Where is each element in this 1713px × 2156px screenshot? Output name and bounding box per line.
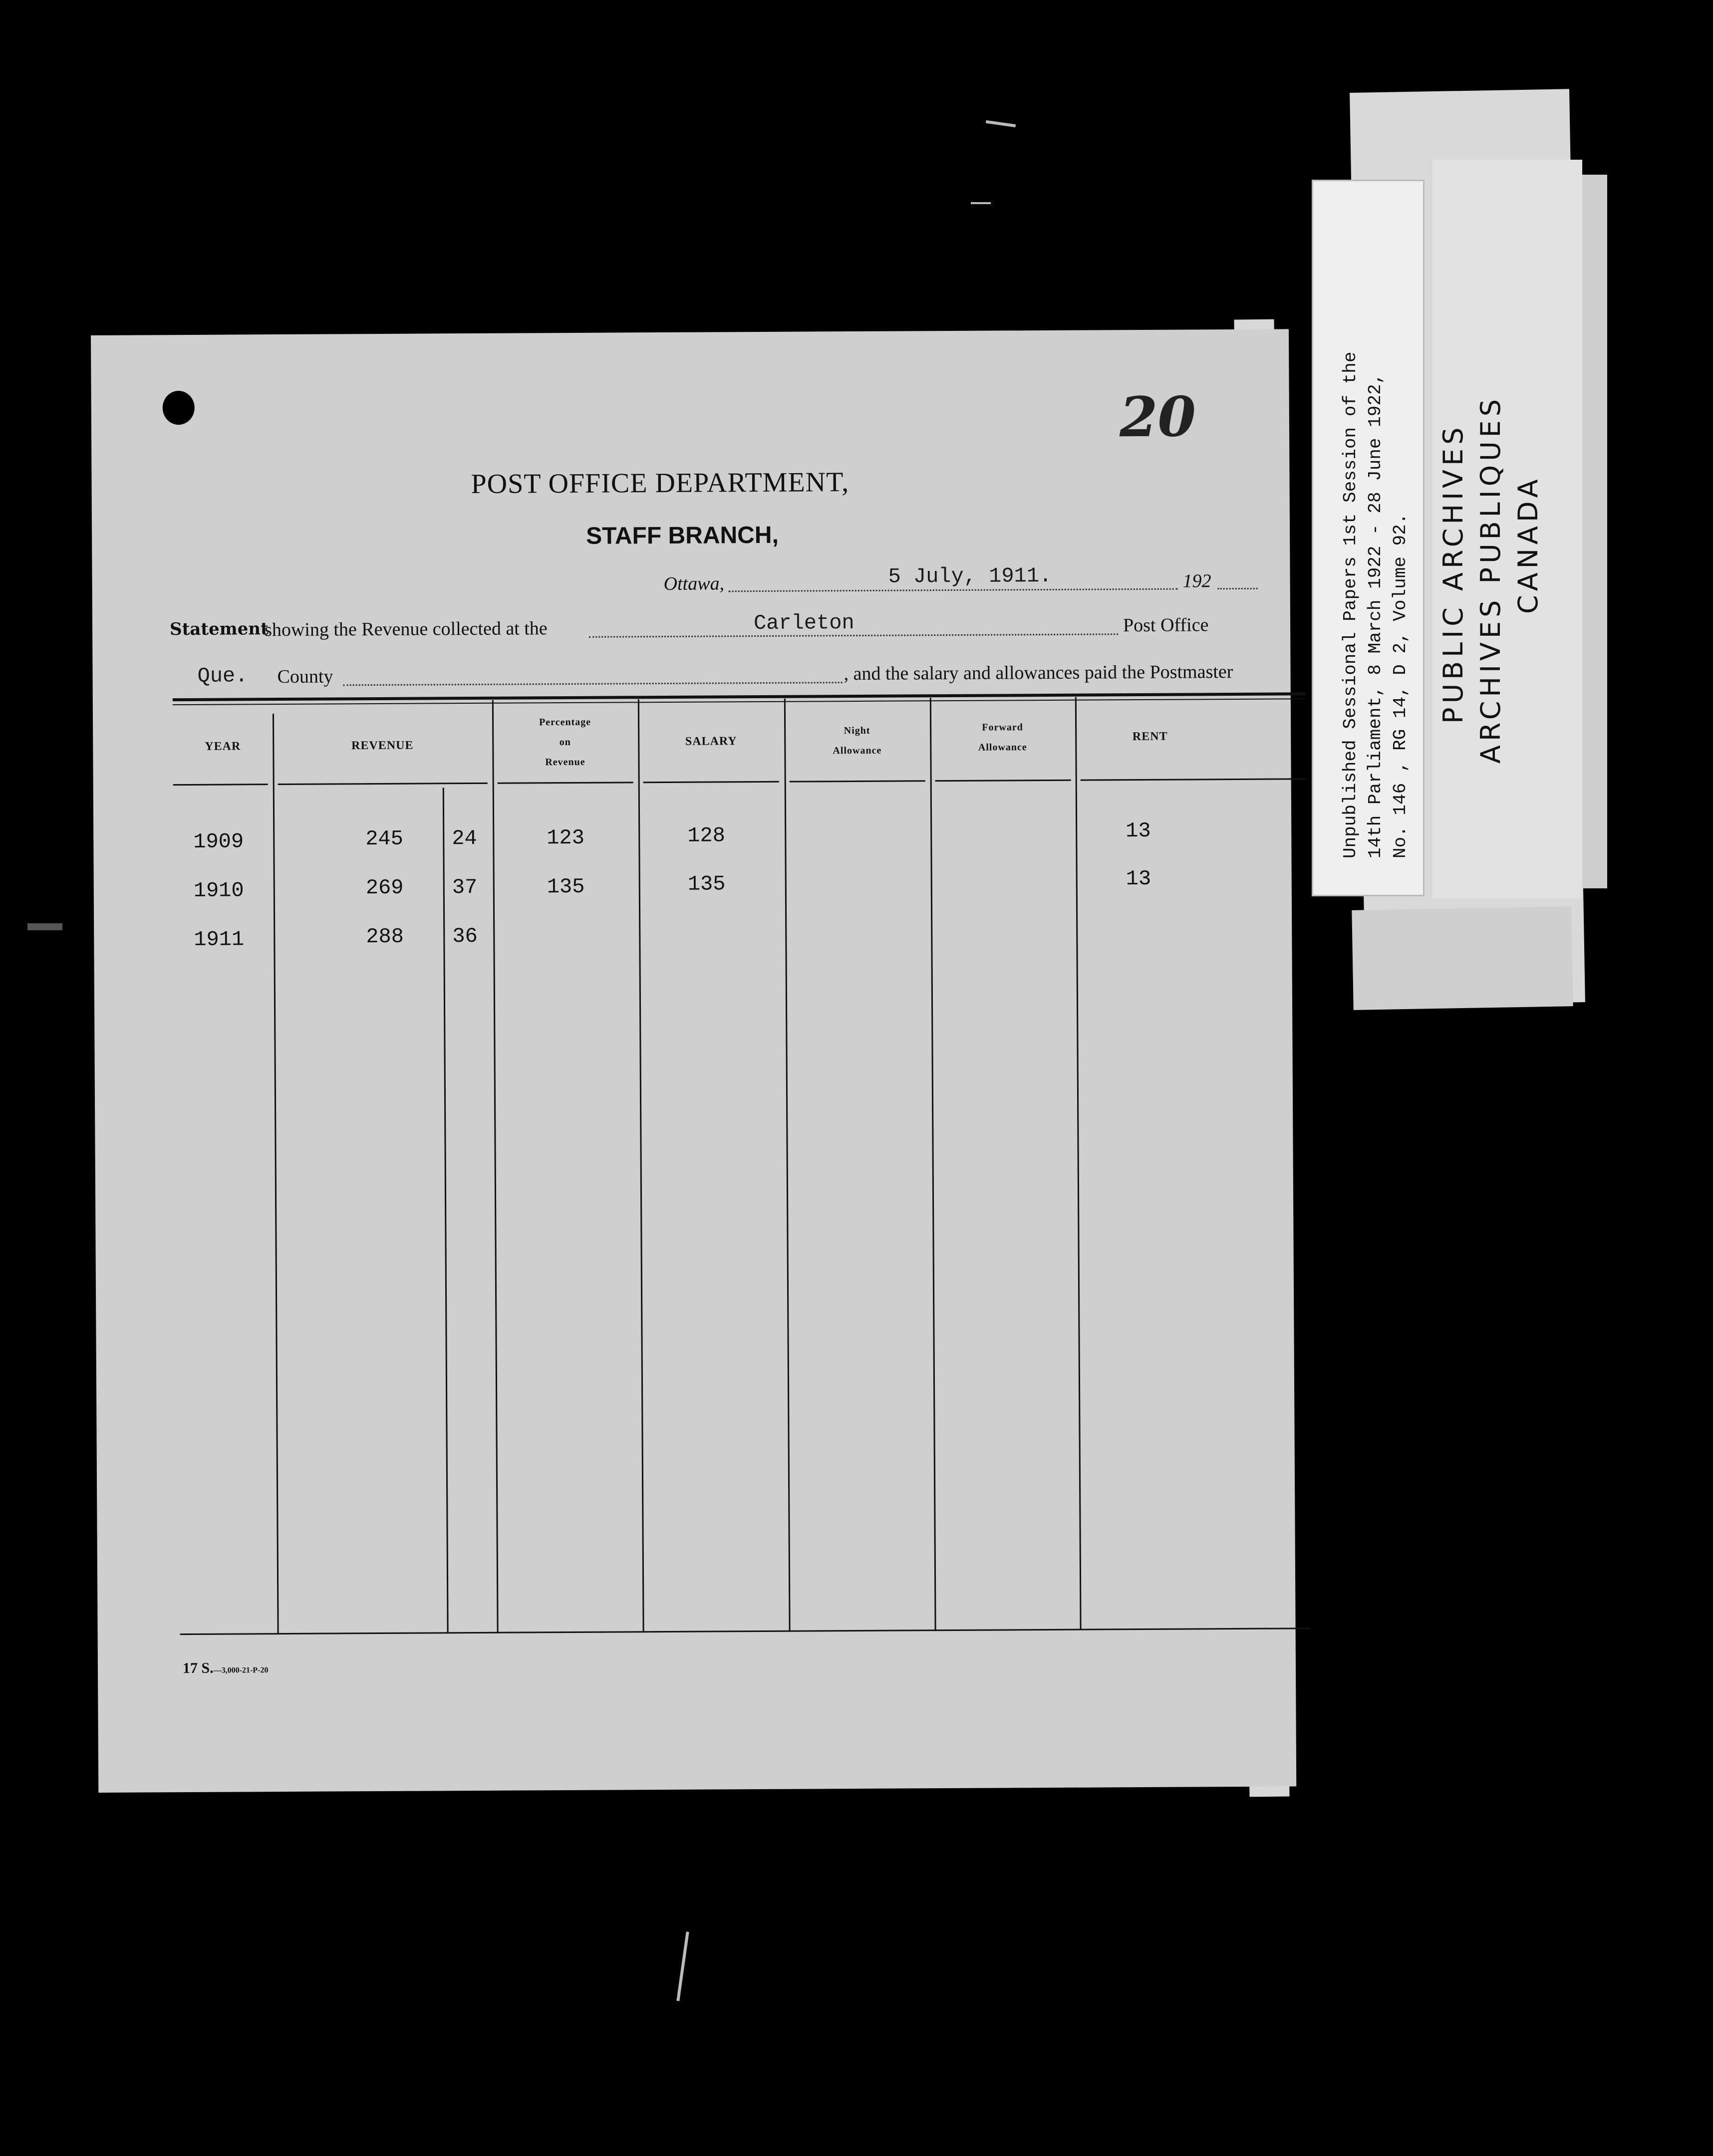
column-divider	[638, 699, 644, 1632]
archive-stamp-line2: ARCHIVES PUBLIQUES	[1475, 395, 1506, 764]
archive-label-line2: 14th Parliament, 8 March 1922 - 28 June 1922,	[1365, 373, 1386, 858]
scan-mark	[676, 1931, 689, 2001]
column-divider	[492, 700, 499, 1633]
row-1910-rent: 13	[1126, 866, 1151, 891]
row-1909-rent: 13	[1126, 818, 1151, 843]
county-label: County	[277, 666, 333, 688]
header-rule	[935, 780, 1071, 782]
header-rule	[278, 783, 488, 785]
row-1911-revenue-dollars: 288	[366, 924, 404, 949]
header-forward-line1: Forward	[982, 722, 1023, 733]
archive-label-fold	[1352, 906, 1573, 1010]
header-revenue: REVENUE	[351, 739, 414, 753]
header-night-allowance	[784, 720, 930, 761]
county-line	[197, 654, 1305, 695]
row-1910-salary: 135	[687, 872, 726, 896]
header-night-line1: Night	[844, 725, 870, 737]
date-typed: 5 July, 1911.	[888, 563, 1052, 589]
date-line	[663, 562, 1287, 601]
statement-word: Statement	[169, 619, 269, 640]
header-rule	[1081, 778, 1306, 781]
row-1909-salary: 128	[687, 823, 726, 848]
header-rule	[173, 784, 268, 786]
scan-mark	[971, 202, 991, 204]
scan-mark	[27, 923, 62, 930]
header-rent: RENT	[1132, 730, 1168, 744]
post-office-label: Post Office	[1123, 614, 1209, 636]
department-title: POST OFFICE DEPARTMENT,	[471, 467, 850, 500]
row-1909-percentage: 123	[547, 825, 585, 850]
column-divider	[443, 788, 449, 1633]
punch-hole	[163, 391, 195, 425]
form-sheet	[91, 329, 1296, 1793]
header-percentage-line2: on	[559, 736, 571, 748]
header-percentage-line1: Percentage	[539, 716, 591, 728]
column-divider	[273, 714, 279, 1634]
scan-mark	[986, 120, 1016, 127]
row-1910-revenue-dollars: 269	[365, 875, 404, 900]
row-1909-year: 1909	[193, 829, 244, 854]
header-rule	[790, 780, 925, 782]
archive-label-line3: No. 146 , RG 14, D 2, Volume 92.	[1390, 513, 1411, 858]
form-code-small: —3,000-21-P-20	[213, 1666, 269, 1675]
date-dots	[729, 588, 1178, 592]
row-1910-revenue-cents: 37	[452, 875, 478, 900]
column-divider	[784, 699, 791, 1632]
row-1910-year: 1910	[193, 878, 244, 903]
province-typed: Que.	[197, 664, 248, 688]
row-1910-percentage: 135	[547, 874, 585, 899]
row-1911-revenue-cents: 36	[452, 924, 478, 949]
header-night-line2: Allowance	[833, 745, 882, 757]
header-forward-line2: Allowance	[978, 742, 1027, 753]
page-number: 20	[1119, 384, 1196, 450]
header-percentage-line3: Revenue	[545, 756, 585, 768]
table-bottom-rule	[180, 1627, 1311, 1635]
county-trailer: , and the salary and allowances paid the Postmaster	[844, 661, 1233, 685]
column-divider	[1075, 697, 1082, 1630]
row-1909-revenue-cents: 24	[452, 826, 477, 851]
header-rule	[643, 781, 779, 783]
year-dots	[1218, 588, 1258, 589]
archive-stamp-line1: PUBLIC ARCHIVES	[1437, 423, 1469, 724]
statement-text: showing the Revenue collected at the	[264, 618, 548, 641]
row-1909-revenue-dollars: 245	[365, 826, 404, 851]
header-salary: SALARY	[685, 735, 737, 748]
place-label: Ottawa,	[663, 573, 725, 594]
archive-stamp-line3: CANADA	[1512, 475, 1544, 614]
header-forward-allowance	[930, 717, 1075, 758]
archive-label-line1: Unpublished Sessional Papers 1st Session of the	[1340, 351, 1361, 858]
header-percentage	[492, 712, 638, 773]
header-rule	[498, 782, 633, 784]
form-code	[183, 1659, 269, 1677]
statement-line	[170, 608, 1303, 649]
year-prefix: 192	[1182, 570, 1211, 592]
form-code-main: 17 S.	[182, 1659, 214, 1677]
office-typed: Carleton	[753, 610, 855, 636]
county-dots	[343, 682, 843, 686]
header-year: YEAR	[205, 740, 241, 753]
row-1911-year: 1911	[194, 927, 245, 952]
branch-title: STAFF BRANCH,	[585, 522, 779, 549]
column-divider	[930, 698, 936, 1631]
